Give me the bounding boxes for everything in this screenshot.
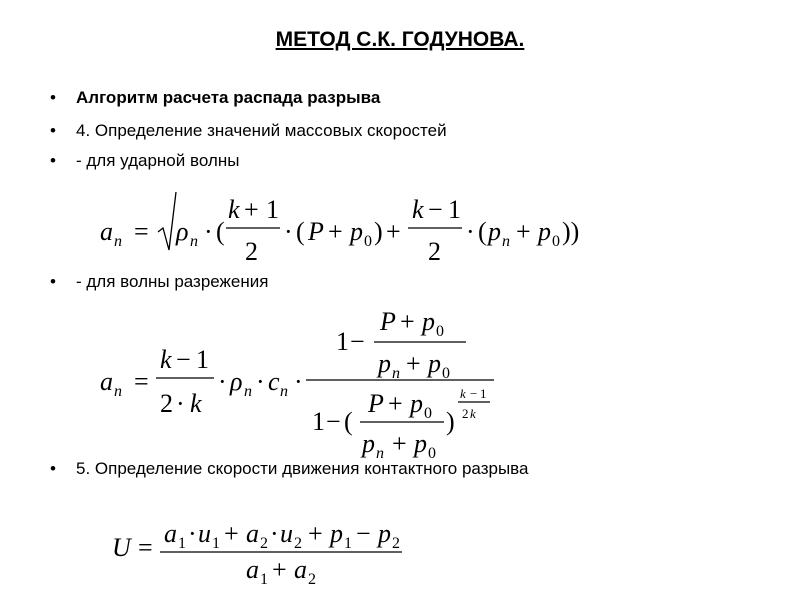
svg-text:): ) — [374, 217, 383, 246]
svg-text:k: k — [460, 386, 466, 401]
svg-text:a: a — [100, 367, 113, 396]
svg-text:+: + — [392, 429, 407, 458]
svg-text:n: n — [190, 233, 198, 250]
svg-text:a: a — [246, 555, 259, 584]
svg-text:a: a — [246, 519, 259, 548]
svg-text:1: 1 — [336, 327, 349, 356]
svg-text:1: 1 — [480, 386, 487, 401]
svg-text:a: a — [100, 217, 113, 246]
svg-text:k: k — [190, 389, 202, 418]
svg-text:0: 0 — [552, 233, 560, 250]
svg-text:1: 1 — [196, 345, 209, 374]
bullet-text: 4. Определение значений массовых скоростей — [76, 121, 447, 140]
svg-text:0: 0 — [436, 323, 444, 340]
svg-text:2: 2 — [428, 237, 441, 266]
bullet-dot: • — [50, 121, 56, 140]
svg-text:n: n — [392, 365, 400, 382]
svg-text:n: n — [244, 383, 252, 400]
svg-text:p: p — [410, 389, 423, 418]
svg-text:n: n — [502, 233, 510, 250]
svg-text:k: k — [412, 195, 424, 224]
svg-text:+: + — [272, 555, 287, 584]
svg-text:u: u — [280, 519, 293, 548]
svg-text:)): )) — [562, 217, 580, 246]
svg-text:·: · — [204, 217, 213, 246]
svg-text:1: 1 — [266, 195, 279, 224]
svg-text:p: p — [538, 217, 551, 246]
svg-text:0: 0 — [364, 233, 372, 250]
svg-text:−: − — [326, 407, 341, 436]
svg-text:2: 2 — [462, 406, 469, 421]
svg-text:·: · — [256, 367, 265, 396]
svg-text:2: 2 — [294, 535, 302, 552]
svg-text:(: ( — [478, 217, 487, 246]
svg-text:a: a — [294, 555, 307, 584]
bullet-dot: • — [50, 151, 56, 170]
svg-text:a: a — [164, 519, 177, 548]
svg-text:p: p — [488, 217, 501, 246]
svg-text:+: + — [388, 389, 403, 418]
svg-text:k: k — [160, 345, 172, 374]
svg-text:1: 1 — [260, 571, 268, 588]
svg-text:+: + — [400, 307, 415, 336]
svg-text:P: P — [368, 389, 384, 418]
svg-text:+: + — [224, 519, 239, 548]
svg-text:1: 1 — [448, 195, 461, 224]
bullet-text: - для волны разрежения — [76, 272, 269, 291]
svg-text:p: p — [330, 519, 343, 548]
svg-text:P: P — [308, 217, 324, 246]
svg-text:2: 2 — [392, 535, 400, 552]
svg-text:u: u — [198, 519, 211, 548]
svg-text:0: 0 — [428, 445, 436, 462]
bullet-text: - для ударной волны — [76, 151, 240, 170]
svg-text:1: 1 — [312, 407, 325, 436]
svg-text:k: k — [470, 406, 476, 421]
svg-text:1: 1 — [344, 535, 352, 552]
svg-text:k: k — [228, 195, 240, 224]
svg-text:−: − — [470, 386, 478, 401]
bullet-dot: • — [50, 272, 56, 291]
svg-text:=: = — [134, 367, 149, 396]
svg-text:(: ( — [296, 217, 305, 246]
svg-text:+: + — [308, 519, 323, 548]
svg-text:·: · — [176, 389, 185, 418]
svg-text:1: 1 — [178, 535, 186, 552]
svg-text:p: p — [362, 429, 375, 458]
svg-text:p: p — [350, 217, 363, 246]
svg-text:1: 1 — [212, 535, 220, 552]
svg-text:p: p — [378, 519, 391, 548]
svg-text:2: 2 — [245, 237, 258, 266]
svg-text:n: n — [280, 383, 288, 400]
bullet-dot: • — [50, 459, 56, 478]
bullet-dot: • — [50, 88, 56, 107]
svg-text:=: = — [134, 217, 149, 246]
svg-text:ρ: ρ — [176, 217, 189, 246]
svg-text:·: · — [270, 519, 279, 548]
svg-text:p: p — [422, 307, 435, 336]
svg-text:−: − — [350, 327, 365, 356]
svg-text:·: · — [188, 519, 197, 548]
svg-text:(: ( — [216, 217, 225, 246]
svg-text:+: + — [328, 217, 343, 246]
svg-text:n: n — [114, 383, 122, 400]
bullet-text: Алгоритм расчета распада разрыва — [76, 88, 381, 107]
svg-text:2: 2 — [308, 571, 316, 588]
svg-text:+: + — [244, 195, 259, 224]
svg-text:0: 0 — [442, 365, 450, 382]
svg-text:ρ: ρ — [230, 367, 243, 396]
svg-text:U: U — [112, 533, 131, 562]
svg-text:·: · — [284, 217, 293, 246]
svg-text:+: + — [386, 217, 401, 246]
svg-text:n: n — [114, 233, 122, 250]
bullet-text: 5. Определение скорости движения контактного разрыва — [76, 459, 529, 478]
svg-text:=: = — [138, 533, 153, 562]
svg-text:2: 2 — [160, 389, 173, 418]
svg-text:−: − — [176, 345, 191, 374]
svg-text:−: − — [428, 195, 443, 224]
svg-text:·: · — [294, 367, 303, 396]
svg-text:2: 2 — [260, 535, 268, 552]
svg-text:): ) — [446, 407, 455, 436]
svg-text:p: p — [414, 429, 427, 458]
svg-text:P: P — [380, 307, 396, 336]
svg-text:+: + — [406, 349, 421, 378]
svg-text:(: ( — [344, 407, 353, 436]
svg-text:+: + — [516, 217, 531, 246]
svg-text:−: − — [356, 519, 371, 548]
page-title: МЕТОД С.К. ГОДУНОВА. — [275, 28, 525, 51]
svg-text:c: c — [268, 367, 280, 396]
svg-text:·: · — [218, 367, 227, 396]
svg-text:p: p — [378, 349, 391, 378]
svg-text:n: n — [376, 445, 384, 462]
svg-text:·: · — [466, 217, 475, 246]
svg-text:p: p — [428, 349, 441, 378]
svg-text:0: 0 — [424, 405, 432, 422]
